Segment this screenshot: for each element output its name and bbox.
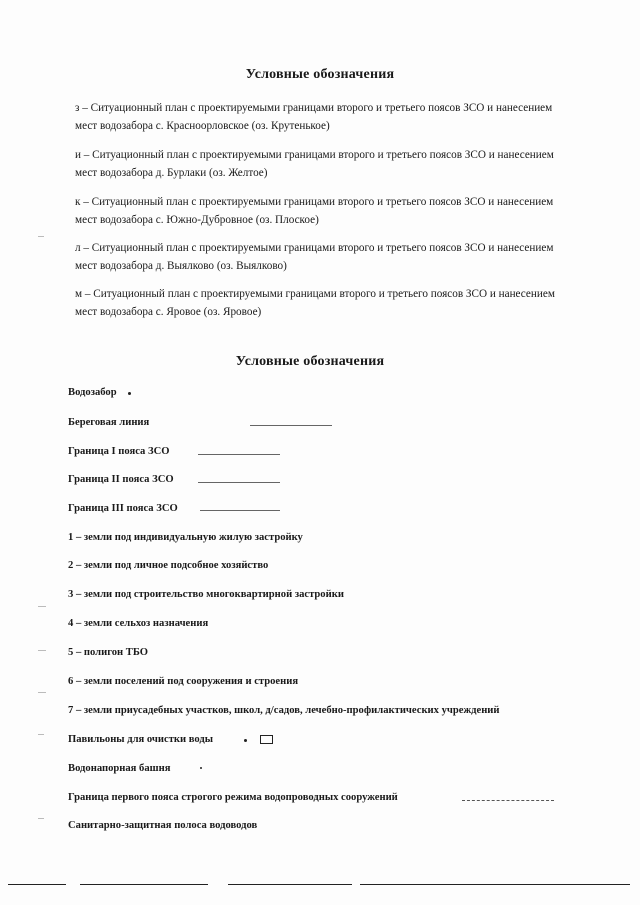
legend-item-zone2: Граница II пояса ЗСО — [68, 474, 174, 485]
margin-mark — [38, 606, 46, 607]
legend-item-zone1: Граница I пояса ЗСО — [68, 446, 170, 457]
pavilion-dot-icon — [244, 739, 247, 742]
paragraph-line-1: и – Ситуационный план с проектируемыми границами второго и третьего поясов ЗСО и нанесением — [75, 149, 554, 161]
legend-item-land2: 2 – земли под личное подсобное хозяйство — [68, 560, 269, 571]
scan-edge-line — [80, 884, 208, 885]
legend-item-sanitary: Санитарно-защитная полоса водоводов — [68, 820, 258, 831]
pavilion-box-icon — [260, 735, 273, 744]
legend-paragraph-k — [75, 193, 615, 229]
legend-item-shore: Береговая линия — [68, 417, 150, 428]
scan-edge-line — [8, 884, 66, 885]
legend-paragraph-z — [75, 99, 615, 135]
scan-edge-line — [360, 884, 630, 885]
paragraph-line-2: мест водозабора д. Бурлаки (оз. Желтое) — [75, 167, 268, 179]
legend-title-bottom: Условные обозначения — [235, 354, 385, 369]
paragraph-line-2: мест водозабора д. Выялково (оз. Выялково) — [75, 260, 287, 272]
legend-title-top: Условные обозначения — [245, 67, 395, 82]
paragraph-line-2: мест водозабора с. Яровое (оз. Яровое) — [75, 306, 262, 318]
legend-paragraph-l — [75, 239, 615, 275]
tower-symbol-icon — [200, 767, 202, 769]
legend-item-intake: Водозабор — [68, 387, 117, 398]
legend-item-land3: 3 – земли под строительство многоквартирной застройки — [68, 589, 344, 600]
margin-mark — [38, 692, 46, 693]
legend-item-pavilions: Павильоны для очистки воды — [68, 734, 214, 745]
legend-item-strict: Граница первого пояса строгого режима водопроводных сооружений — [68, 792, 398, 803]
legend-paragraph-i — [75, 146, 615, 182]
paragraph-line-1: з – Ситуационный план с проектируемыми границами второго и третьего поясов ЗСО и нанесением — [75, 102, 553, 114]
scan-edge-line — [228, 884, 352, 885]
margin-mark — [38, 818, 44, 819]
zone3-line-symbol — [200, 510, 280, 511]
shore-line-symbol — [250, 425, 332, 426]
zone1-line-symbol — [198, 454, 280, 455]
zone2-line-symbol — [198, 482, 280, 483]
intake-symbol-icon — [128, 392, 131, 395]
paragraph-line-1: к – Ситуационный план с проектируемыми границами второго и третьего поясов ЗСО и нанесением — [75, 196, 554, 208]
legend-item-land6: 6 – земли поселений под сооружения и строения — [68, 676, 299, 687]
legend-item-land7: 7 – земли приусадебных участков, школ, д/садов, лечебно-профилактических учреждений — [68, 705, 500, 716]
paragraph-line-1: м – Ситуационный план с проектируемыми границами второго и третьего поясов ЗСО и нанесением — [75, 288, 555, 300]
paragraph-line-2: мест водозабора с. Красноорловское (оз. Крутенькое) — [75, 120, 330, 132]
legend-item-land5: 5 – полигон ТБО — [68, 647, 149, 658]
margin-mark — [38, 734, 44, 735]
strict-zone-line-symbol — [462, 800, 554, 801]
legend-item-zone3: Граница III пояса ЗСО — [68, 503, 178, 514]
legend-item-land1: 1 – земли под индивидуальную жилую застройку — [68, 532, 303, 543]
legend-paragraph-m — [75, 285, 615, 321]
legend-item-tower: Водонапорная башня — [68, 763, 171, 774]
legend-item-land4: 4 – земли сельхоз назначения — [68, 618, 209, 629]
paragraph-line-1: л – Ситуационный план с проектируемыми границами второго и третьего поясов ЗСО и нанесением — [75, 242, 554, 254]
margin-mark — [38, 650, 46, 651]
margin-mark — [38, 236, 44, 237]
paragraph-line-2: мест водозабора с. Южно-Дубровное (оз. Плоское) — [75, 214, 319, 226]
